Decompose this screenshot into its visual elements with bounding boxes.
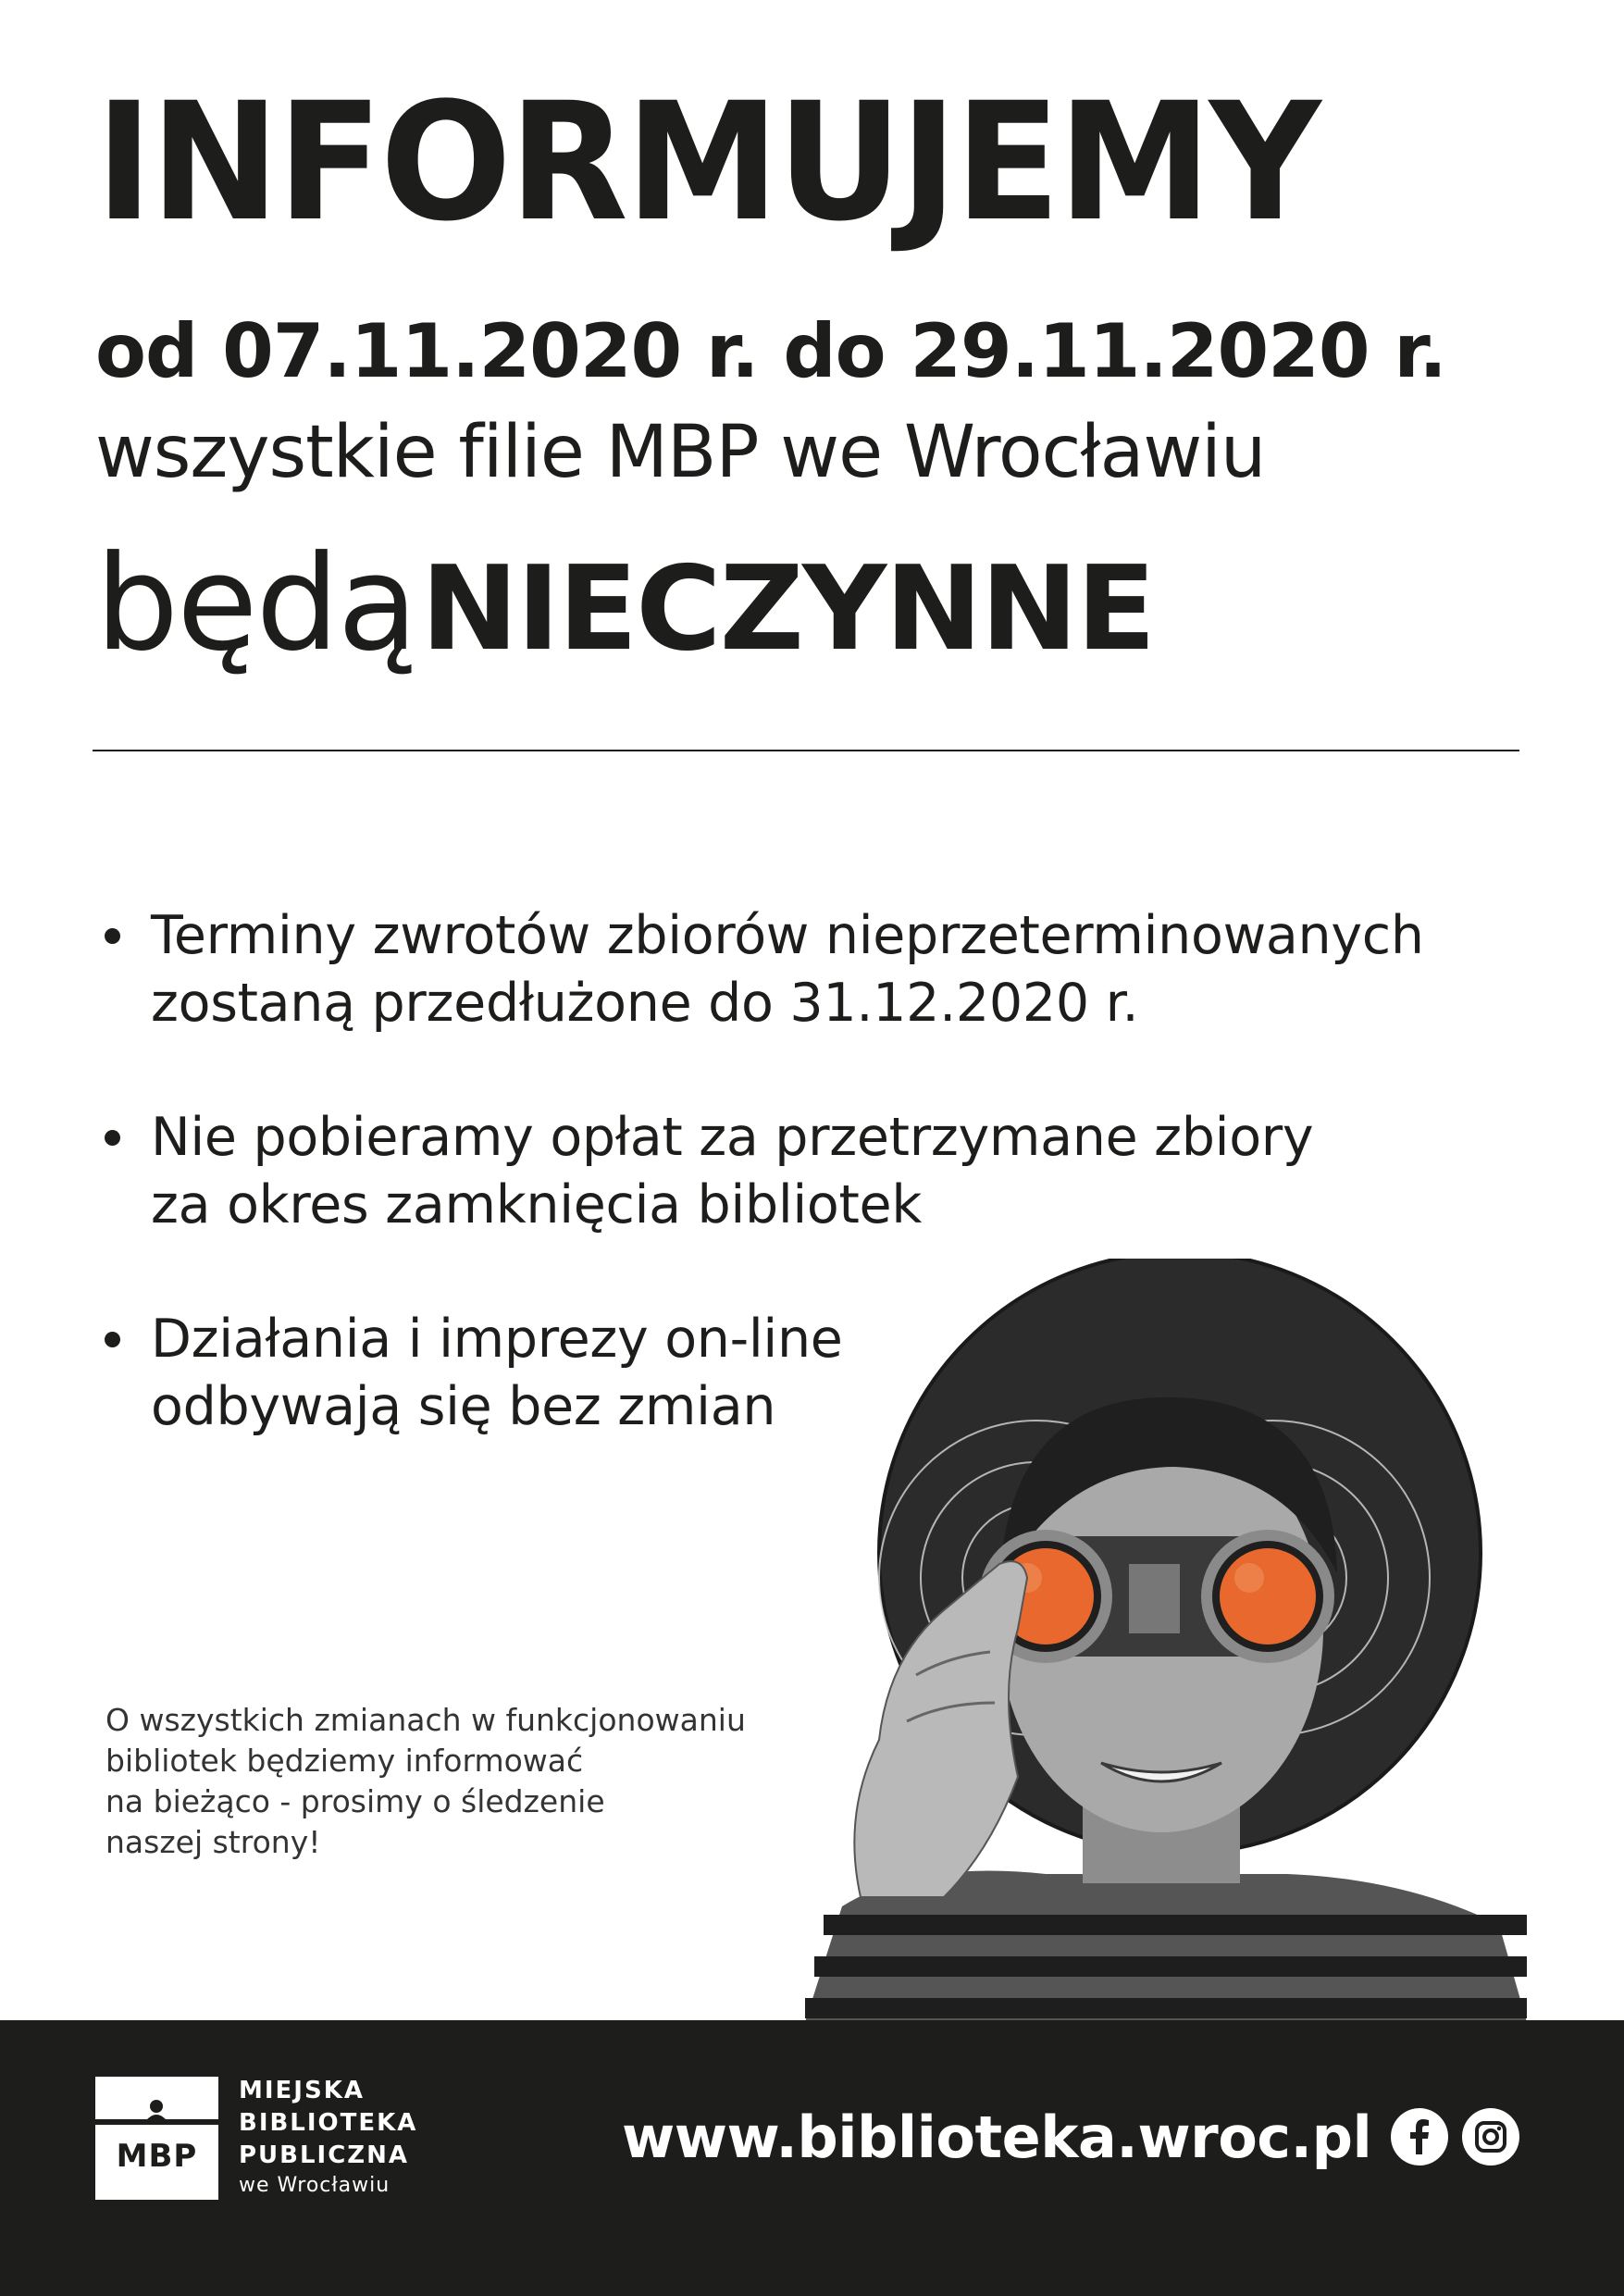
footer	[0, 2020, 1624, 2296]
instagram-glyph	[1462, 2108, 1519, 2166]
closed-prefix: będą	[95, 527, 416, 680]
closed-emphasis: NIECZYNNE	[420, 540, 1155, 676]
note-line: O wszystkich zmianach w funkcjonowaniu	[105, 1702, 746, 1738]
note-line: naszej strony!	[105, 1824, 321, 1860]
library-city: we Wrocławiu	[239, 2174, 391, 2197]
library-name-line: BIBLIOTEKA	[239, 2109, 418, 2137]
bullet-line: zostaną przedłużone do 31.12.2020 r.	[151, 973, 1139, 1034]
facebook-glyph	[1391, 2108, 1448, 2166]
note-line: na bieżąco - prosimy o śledzenie	[105, 1783, 605, 1819]
headline: INFORMUJEMY	[95, 68, 1319, 257]
library-name-line: MIEJSKA	[239, 2077, 365, 2104]
bullet-line: odbywają się bez zmian	[151, 1376, 776, 1437]
logo-abbreviation: MBP	[116, 2138, 198, 2175]
bullet-line: Nie pobieramy opłat za przetrzymane zbiory	[151, 1107, 1314, 1168]
facebook-icon[interactable]	[1391, 2108, 1448, 2166]
binoculars-photo	[805, 1259, 1527, 2022]
divider	[93, 750, 1519, 751]
library-name	[239, 2075, 417, 2200]
bullet-line: za okres zamknięcia bibliotek	[151, 1174, 923, 1235]
bullet-line: Działania i imprezy on-line	[151, 1309, 843, 1370]
subline: wszystkie filie MBP we Wrocławiu	[95, 411, 1266, 494]
date-range: od 07.11.2020 r. do 29.11.2020 r.	[95, 308, 1446, 394]
note-line: bibliotek będziemy informować	[105, 1743, 584, 1779]
bullet-item	[95, 902, 1576, 1037]
instagram-icon[interactable]	[1462, 2108, 1519, 2166]
closed-notice	[95, 527, 1155, 680]
bullet-item	[95, 1104, 1576, 1239]
website-url[interactable]: www.biblioteka.wroc.pl	[622, 2104, 1372, 2171]
library-name-line: PUBLICZNA	[239, 2141, 410, 2169]
library-logo[interactable]	[95, 2077, 218, 2200]
bullet-line: Terminy zwrotów zbiorów nieprzeterminowanych	[151, 905, 1424, 966]
binoculars-illustration	[805, 1259, 1527, 2022]
info-note	[105, 1700, 746, 1863]
bullet-dot	[105, 928, 120, 944]
bullet-dot	[105, 1130, 120, 1146]
bullet-dot	[105, 1332, 120, 1347]
